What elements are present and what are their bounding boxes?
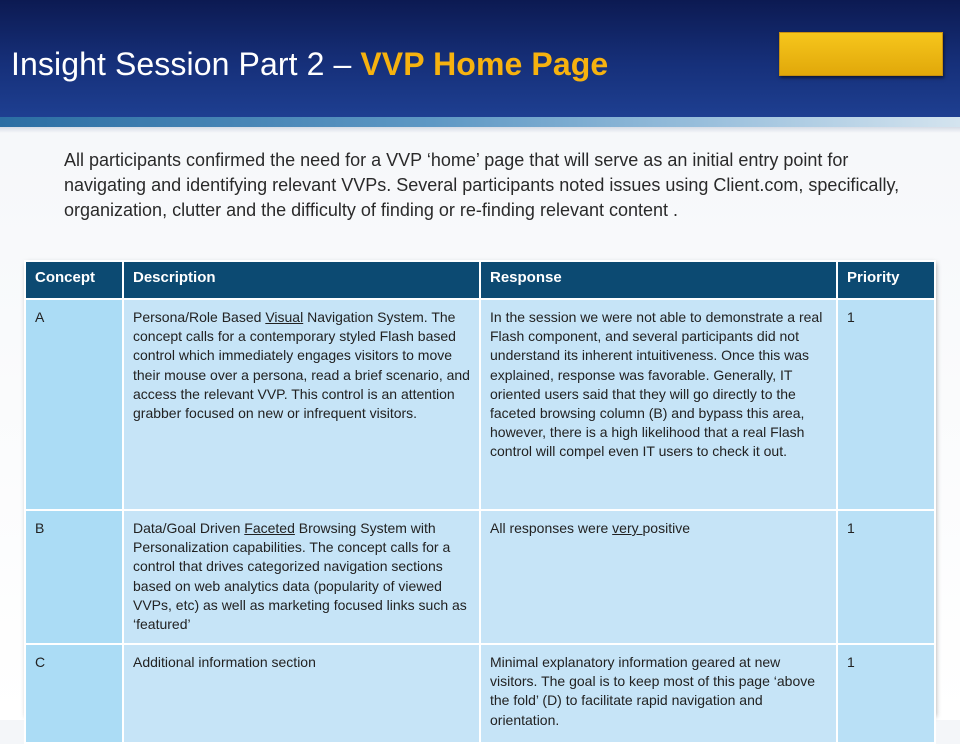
response-text: In the session we were not able to demonstrate a real Flash component, and several participants did not understand its inherent intuitiveness. Once this was explained, response was favorable. Generally, IT oriented users said that they will go directly to the faceted browsing column (B) and bypass this area, however, there is a high likelihood that a real Flash control will compel even IT users to check it out. xyxy=(490,309,823,460)
concept-cell: B xyxy=(25,510,123,644)
title-banner xyxy=(0,0,960,117)
description-text: Browsing System with Personalization capabilities. The concept calls for a control that drives categorized navigation sections based on web analytics data (popularity of viewed VVPs, etc) as well as marketing focused links such as ‘featured’ xyxy=(133,520,467,633)
intro-paragraph: All participants confirmed the need for a VVP ‘home’ page that will serve as an initial entry point for navigating and identifying relevant VVPs. Several participants noted issues using Client.com, specifically, organization, clutter and the difficulty of finding or re-finding relevant content . xyxy=(64,150,900,220)
description-text: Persona/Role Based xyxy=(133,309,266,325)
description-cell xyxy=(123,644,480,743)
response-cell xyxy=(480,510,837,644)
response-text: All responses were xyxy=(490,520,613,536)
description-text: Additional information section xyxy=(133,654,316,670)
description-cell xyxy=(123,299,480,510)
table-row xyxy=(25,299,935,510)
table-row xyxy=(25,644,935,743)
concept-cell: C xyxy=(25,644,123,743)
response-cell xyxy=(480,644,837,743)
gold-accent-box xyxy=(779,32,943,76)
response-cell xyxy=(480,299,837,510)
slide-title-prefix: Insight Session Part 2 – xyxy=(11,46,361,82)
priority-cell: 1 xyxy=(837,299,935,510)
slide-title-accent: VVP Home Page xyxy=(360,46,609,82)
response-text: positive xyxy=(642,520,690,536)
priority-cell: 1 xyxy=(837,510,935,644)
description-text: Data/Goal Driven xyxy=(133,520,245,536)
table-row xyxy=(25,510,935,644)
response-text: Minimal explanatory information geared at new visitors. The goal is to keep most of this page ‘above the fold’ (D) to facilitate rapid navigation and orientation. xyxy=(490,654,816,728)
concept-cell: A xyxy=(25,299,123,510)
description-cell xyxy=(123,510,480,644)
table-header-row xyxy=(25,261,935,299)
header-priority: Priority xyxy=(837,261,935,299)
header-description: Description xyxy=(123,261,480,299)
concept-table xyxy=(24,260,936,744)
header-concept: Concept xyxy=(25,261,123,299)
header-stripe-shadow xyxy=(0,127,960,133)
header-response: Response xyxy=(480,261,837,299)
slide-title xyxy=(11,46,608,83)
description-underlined-text: Visual xyxy=(265,309,304,325)
priority-cell: 1 xyxy=(837,644,935,743)
header-stripe xyxy=(0,117,960,127)
concept-table-container xyxy=(24,260,934,728)
description-underlined-text: Faceted xyxy=(244,520,295,536)
response-underlined-text: very xyxy=(612,520,643,536)
description-text: Navigation System. The concept calls for a contemporary styled Flash based control which immediately engages visitors to move their mouse over a persona, read a brief scenario, and access the relevant VVP. This control is an attention grabber focused on new or infrequent visitors. xyxy=(133,309,470,422)
